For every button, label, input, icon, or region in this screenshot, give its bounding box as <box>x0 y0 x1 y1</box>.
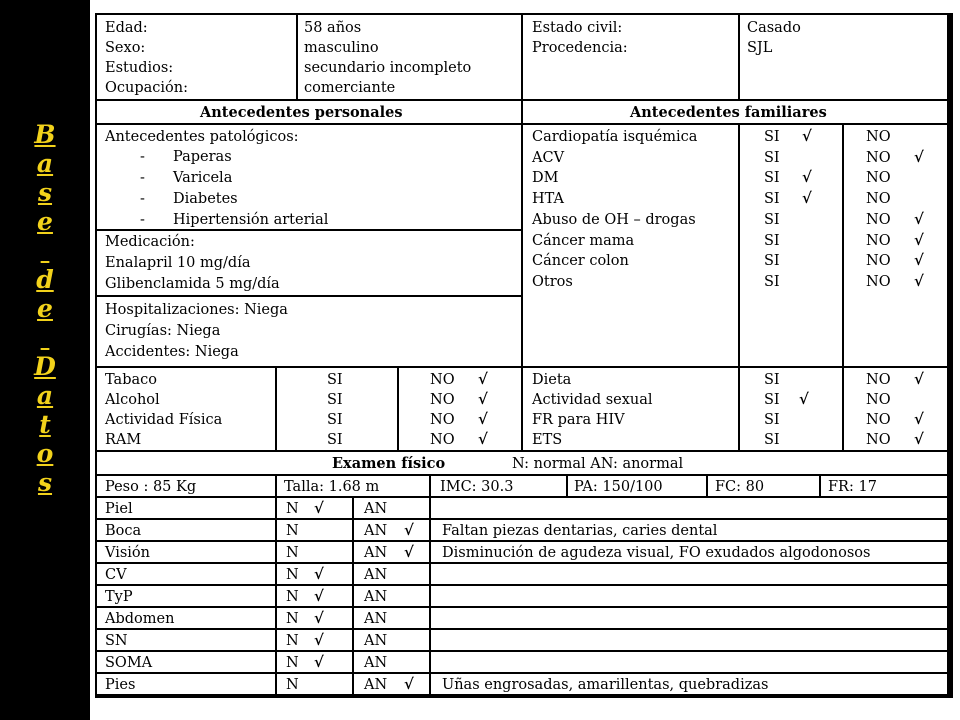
vital-sign: Peso : 85 Kg <box>105 479 197 495</box>
exam-system: SOMA <box>105 655 153 671</box>
exam-normal: N <box>286 567 299 583</box>
exam-abnormal: AN <box>364 633 388 649</box>
family-condition: Cardiopatía isquémica <box>532 129 698 145</box>
check-mark-icon: √ <box>802 168 812 187</box>
pathologic-item: Diabetes <box>173 191 238 207</box>
history-line: Cirugías: Niega <box>105 323 221 339</box>
check-mark-icon: √ <box>802 189 812 208</box>
family-si: SI <box>764 273 780 290</box>
habit-si: SI <box>327 372 343 388</box>
list-bullet: - <box>140 170 145 186</box>
check-mark-icon: √ <box>314 631 324 649</box>
exam-system: Pies <box>105 677 136 693</box>
exam-normal: N <box>286 545 299 561</box>
rule-exam-row <box>97 584 951 586</box>
demographic-label: Edad: <box>105 20 148 36</box>
demographic-value: SJL <box>747 40 773 56</box>
family-condition: HTA <box>532 191 564 208</box>
sidebar-letter: d <box>36 265 54 294</box>
habit-si: SI <box>764 432 780 448</box>
habit-si: SI <box>327 432 343 448</box>
vital-sign: PA: 150/100 <box>574 479 663 495</box>
family-condition: Cáncer mama <box>532 232 635 249</box>
list-bullet: - <box>140 212 145 228</box>
rule-exam-row <box>97 672 951 674</box>
exam-note: Disminución de agudeza visual, FO exudados algodonosos <box>442 545 871 561</box>
exam-abnormal: AN <box>364 589 388 605</box>
habit-si: SI <box>764 392 780 408</box>
rule-demographics-col3 <box>738 15 740 100</box>
check-mark-icon: √ <box>404 521 414 539</box>
habit-si: SI <box>327 412 343 428</box>
exam-abnormal: AN <box>364 655 388 671</box>
family-no: NO <box>866 129 891 145</box>
check-mark-icon: √ <box>914 370 924 388</box>
rule-before-habits <box>97 366 951 368</box>
exam-system: CV <box>105 567 127 583</box>
exam-system: TyP <box>105 589 133 605</box>
check-mark-icon: √ <box>914 230 924 249</box>
habit-label: RAM <box>105 432 142 448</box>
check-mark-icon: √ <box>914 251 924 270</box>
demographic-label: Estado civil: <box>532 20 623 36</box>
vital-sign: IMC: 30.3 <box>440 479 514 495</box>
rule-vitals-pa <box>566 475 568 497</box>
list-bullet: - <box>140 191 145 207</box>
rule-exam-an <box>352 497 354 698</box>
family-no: NO <box>866 170 891 187</box>
rule-family-si <box>738 124 740 451</box>
family-condition: ACV <box>532 149 565 166</box>
family-condition: Abuso de OH – drogas <box>532 211 696 228</box>
exam-normal: N <box>286 677 299 693</box>
family-no: NO <box>866 191 891 208</box>
sidebar-letter: e <box>37 207 53 236</box>
sidebar-letter: s <box>37 468 53 497</box>
habit-no: NO <box>866 372 891 388</box>
history-line: Hospitalizaciones: Niega <box>105 302 288 318</box>
rule-exam-row <box>97 628 951 630</box>
sidebar-letter <box>30 323 60 352</box>
history-line: Accidentes: Niega <box>105 344 239 360</box>
rule-family-no <box>842 124 844 451</box>
check-mark-icon: √ <box>314 565 324 583</box>
demographic-label: Ocupación: <box>105 80 188 96</box>
habit-label: Tabaco <box>105 372 157 388</box>
habit-no: NO <box>430 372 455 388</box>
exam-normal: N <box>286 611 299 627</box>
table-shadow-bottom <box>95 694 953 698</box>
family-si: SI <box>764 129 780 145</box>
rule-vitals <box>97 496 951 498</box>
habit-no: NO <box>866 432 891 448</box>
exam-system: Visión <box>105 545 151 561</box>
vital-sign: FC: 80 <box>715 479 765 495</box>
rule-after-demographics <box>97 99 951 101</box>
exam-abnormal: AN <box>364 501 388 517</box>
exam-normal: N <box>286 523 299 539</box>
family-no: NO <box>866 211 891 228</box>
vital-sign: Talla: 1.68 m <box>284 479 380 495</box>
family-no: NO <box>866 273 891 290</box>
demographic-value: 58 años <box>304 20 362 36</box>
exam-abnormal: AN <box>364 611 388 627</box>
demographic-value: secundario incompleto <box>304 60 472 76</box>
clinical-record-table <box>95 13 949 696</box>
habit-no: NO <box>866 392 891 408</box>
rule-exam-row <box>97 606 951 608</box>
sidebar-letter: e <box>37 294 53 323</box>
exam-abnormal: AN <box>364 677 388 693</box>
exam-normal: N <box>286 655 299 671</box>
habit-label: Actividad sexual <box>532 392 653 408</box>
medication-line: Enalapril 10 mg/día <box>105 255 251 271</box>
rule-exam-row <box>97 562 951 564</box>
habit-label: Actividad Física <box>105 412 223 428</box>
check-mark-icon: √ <box>314 653 324 671</box>
demographic-value: Casado <box>747 20 801 36</box>
habit-label: ETS <box>532 432 563 448</box>
rule-exam-n <box>275 475 277 698</box>
sidebar-letter: a <box>36 149 54 178</box>
family-condition: DM <box>532 170 559 187</box>
check-mark-icon: √ <box>914 430 924 448</box>
demographic-label: Estudios: <box>105 60 174 76</box>
demographic-label: Sexo: <box>105 40 146 56</box>
family-si: SI <box>764 253 780 270</box>
rule-demographics-col1 <box>296 15 298 100</box>
rule-exam-row <box>97 650 951 652</box>
rule-exam-note <box>429 475 431 698</box>
family-no: NO <box>866 149 891 166</box>
check-mark-icon: √ <box>914 271 924 290</box>
check-mark-icon: √ <box>404 543 414 561</box>
check-mark-icon: √ <box>478 370 488 388</box>
family-si: SI <box>764 211 780 228</box>
habit-no: NO <box>866 412 891 428</box>
check-mark-icon: √ <box>914 209 924 228</box>
pathologic-item: Varicela <box>173 170 233 186</box>
exam-normal: N <box>286 501 299 517</box>
family-no: NO <box>866 232 891 249</box>
sidebar-letter: a <box>36 381 54 410</box>
rule-exam-header <box>97 474 951 476</box>
family-no: NO <box>866 253 891 270</box>
habit-si: SI <box>764 372 780 388</box>
section-header-familiar: Antecedentes familiares <box>630 104 827 121</box>
family-si: SI <box>764 232 780 249</box>
rule-center <box>521 15 523 451</box>
check-mark-icon: √ <box>799 390 809 408</box>
exam-abnormal: AN <box>364 523 388 539</box>
rule-after-pathologic <box>97 229 522 231</box>
exam-legend: N: normal AN: anormal <box>512 456 684 472</box>
medication-line: Glibenclamida 5 mg/día <box>105 276 280 292</box>
habit-no: NO <box>430 432 455 448</box>
exam-abnormal: AN <box>364 545 388 561</box>
vital-sign: FR: 17 <box>828 479 877 495</box>
habit-label: FR para HIV <box>532 412 625 428</box>
exam-note: Uñas engrosadas, amarillentas, quebradizas <box>442 677 769 693</box>
pathologic-item: Hipertensión arterial <box>173 212 329 228</box>
habit-no: NO <box>430 412 455 428</box>
check-mark-icon: √ <box>914 147 924 166</box>
table-shadow-right <box>949 13 953 698</box>
section-header-personal: Antecedentes personales <box>200 104 403 121</box>
exam-normal: N <box>286 633 299 649</box>
rule-habits-si <box>275 367 277 451</box>
habit-label: Alcohol <box>105 392 160 408</box>
sidebar <box>0 0 90 720</box>
list-bullet: - <box>140 149 145 165</box>
sidebar-letter <box>30 236 60 265</box>
rule-exam-row <box>97 518 951 520</box>
family-si: SI <box>764 149 780 166</box>
sidebar-letter: B <box>34 120 56 149</box>
exam-system: Abdomen <box>105 611 175 627</box>
family-si: SI <box>764 191 780 208</box>
rule-habits-no <box>397 367 399 451</box>
rule-before-exam-header <box>97 450 951 452</box>
demographic-label: Procedencia: <box>532 40 628 56</box>
family-condition: Cáncer colon <box>532 253 629 270</box>
habit-no: NO <box>430 392 455 408</box>
check-mark-icon: √ <box>314 587 324 605</box>
check-mark-icon: √ <box>404 675 414 693</box>
check-mark-icon: √ <box>314 499 324 517</box>
habit-si: SI <box>327 392 343 408</box>
check-mark-icon: √ <box>914 410 924 428</box>
pathologic-title: Antecedentes patológicos: <box>105 129 299 145</box>
sidebar-vertical-title <box>30 120 60 497</box>
exam-system: Boca <box>105 523 142 539</box>
check-mark-icon: √ <box>478 430 488 448</box>
demographic-value: masculino <box>304 40 379 56</box>
medication-line: Medicación: <box>105 234 195 250</box>
pathologic-item: Paperas <box>173 149 232 165</box>
rule-vitals-fc <box>706 475 708 497</box>
family-si: SI <box>764 170 780 187</box>
sidebar-letter: t <box>39 410 51 439</box>
sidebar-letter: o <box>36 439 54 468</box>
sidebar-letter: s <box>37 178 53 207</box>
exam-note: Faltan piezas dentarias, caries dental <box>442 523 718 539</box>
rule-exam-row <box>97 540 951 542</box>
rule-section-headers <box>97 123 951 125</box>
family-condition: Otros <box>532 273 573 290</box>
exam-system: SN <box>105 633 128 649</box>
check-mark-icon: √ <box>802 127 812 145</box>
habit-label: Dieta <box>532 372 572 388</box>
check-mark-icon: √ <box>478 390 488 408</box>
exam-system: Piel <box>105 501 133 517</box>
rule-after-medication <box>97 295 522 297</box>
exam-normal: N <box>286 589 299 605</box>
habit-si: SI <box>764 412 780 428</box>
rule-vitals-fr <box>819 475 821 497</box>
check-mark-icon: √ <box>478 410 488 428</box>
check-mark-icon: √ <box>314 609 324 627</box>
exam-header: Examen físico <box>332 455 446 472</box>
sidebar-letter: D <box>34 352 56 381</box>
exam-abnormal: AN <box>364 567 388 583</box>
demographic-value: comerciante <box>304 80 396 96</box>
